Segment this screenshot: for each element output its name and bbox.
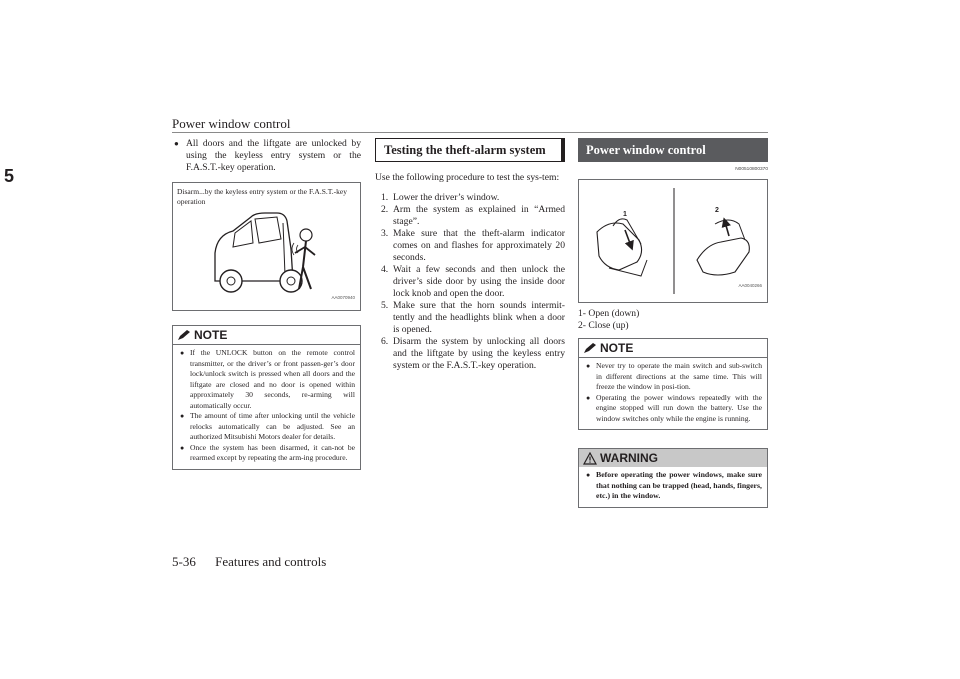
right-note-box (578, 338, 768, 430)
footer-section: Features and controls (215, 554, 327, 569)
note-body (579, 358, 767, 429)
warning-triangle-icon (583, 452, 597, 465)
middle-column (375, 138, 565, 372)
note-item: ● Operating the power windows repeatedly with the engine stopped will run down the battery. Use the window switches only while the engine is running. (584, 393, 762, 425)
note-title: NOTE (194, 328, 228, 342)
note-item: ● The amount of time after unlocking until the vehicle relocks automatically can be adjusted. See an authorized Mitsubishi Motors dealer for details. (178, 411, 355, 443)
legend-item: 2- Close (up) (578, 320, 629, 331)
legend-item: 1- Open (down) (578, 308, 640, 319)
intro-paragraph: Use the following procedure to test the sys-tem: (375, 172, 560, 183)
note-item: ● If the UNLOCK button on the remote control transmitter, or the driver’s or front passen-ger’s door lock/unlock switch is pressed when all doors and the liftgate are closed and no door is opened within approximately 30 seconds, re-arming will automatically occur. (178, 348, 355, 411)
figure-label-1: 1 (623, 211, 627, 218)
window-switch-figure (578, 179, 768, 303)
section-heading-testing: Testing the theft-alarm system (375, 138, 565, 162)
bullet-paragraph: ● All doors and the liftgate are unlocked by using the keyless entry system or the F.A.S.T.-key operation. (172, 138, 361, 174)
note-item: ● Once the system has been disarmed, it can-not be rearmed except by repeating the arm-ing procedure. (178, 443, 355, 464)
note-header (579, 339, 767, 358)
running-title: Power window control (172, 116, 291, 131)
left-column (172, 138, 361, 470)
page-number: 5-36 (172, 554, 196, 569)
figure-label-2: 2 (715, 207, 719, 214)
step-item: 3. Make sure that the theft-alarm indicator comes on and flashes for approximately 20 seconds. (381, 228, 565, 263)
left-note-box (172, 325, 361, 470)
step-item: 5. Make sure that the horn sounds intermit-tently and the headlights blink when a door is opened. (381, 300, 565, 335)
step-item: 1. Lower the driver’s window. (381, 192, 500, 203)
car-and-person-illustration (173, 183, 360, 310)
page-footer (172, 554, 342, 570)
note-header (173, 326, 360, 345)
warning-body (579, 467, 767, 507)
note-pencil-icon (583, 342, 597, 354)
step-item: 2. Arm the system as explained in “Armed stage”. (381, 204, 565, 227)
warning-title: WARNING (600, 451, 658, 465)
note-title: NOTE (600, 341, 634, 355)
step-item: 4. Wait a few seconds and then unlock the driver’s side door by using the inside door lock knob and open the door. (381, 264, 565, 299)
disarm-figure (172, 182, 361, 311)
note-pencil-icon (177, 329, 191, 341)
steps-list (375, 192, 565, 372)
chapter-number: 5 (4, 166, 15, 186)
warning-header (579, 449, 767, 467)
figure-code: AA0070940 (331, 295, 355, 300)
section-heading-power-window: Power window control (578, 138, 768, 162)
section-code: N00510800370 (735, 167, 768, 172)
note-item: ● Never try to operate the main switch and sub-switch in different directions at the same time. This will freeze the window in posi-tion. (584, 361, 762, 393)
figure-caption: Disarm...by the keyless entry system or the F.A.S.T.-key operation (177, 187, 347, 206)
step-item: 6. Disarm the system by unlocking all doors and the liftgate by using the keyless entry system or the F.A.S.T.-key operation. (381, 336, 565, 371)
figure-legend (578, 308, 768, 332)
right-column (578, 138, 768, 508)
note-body (173, 345, 360, 469)
figure-code: AA0040266 (738, 283, 762, 288)
warning-box (578, 448, 768, 508)
warning-item: ● Before operating the power windows, make sure that nothing can be trapped (head, hands, fingers, etc.) in the window. (584, 470, 762, 502)
header-rule (172, 132, 768, 133)
